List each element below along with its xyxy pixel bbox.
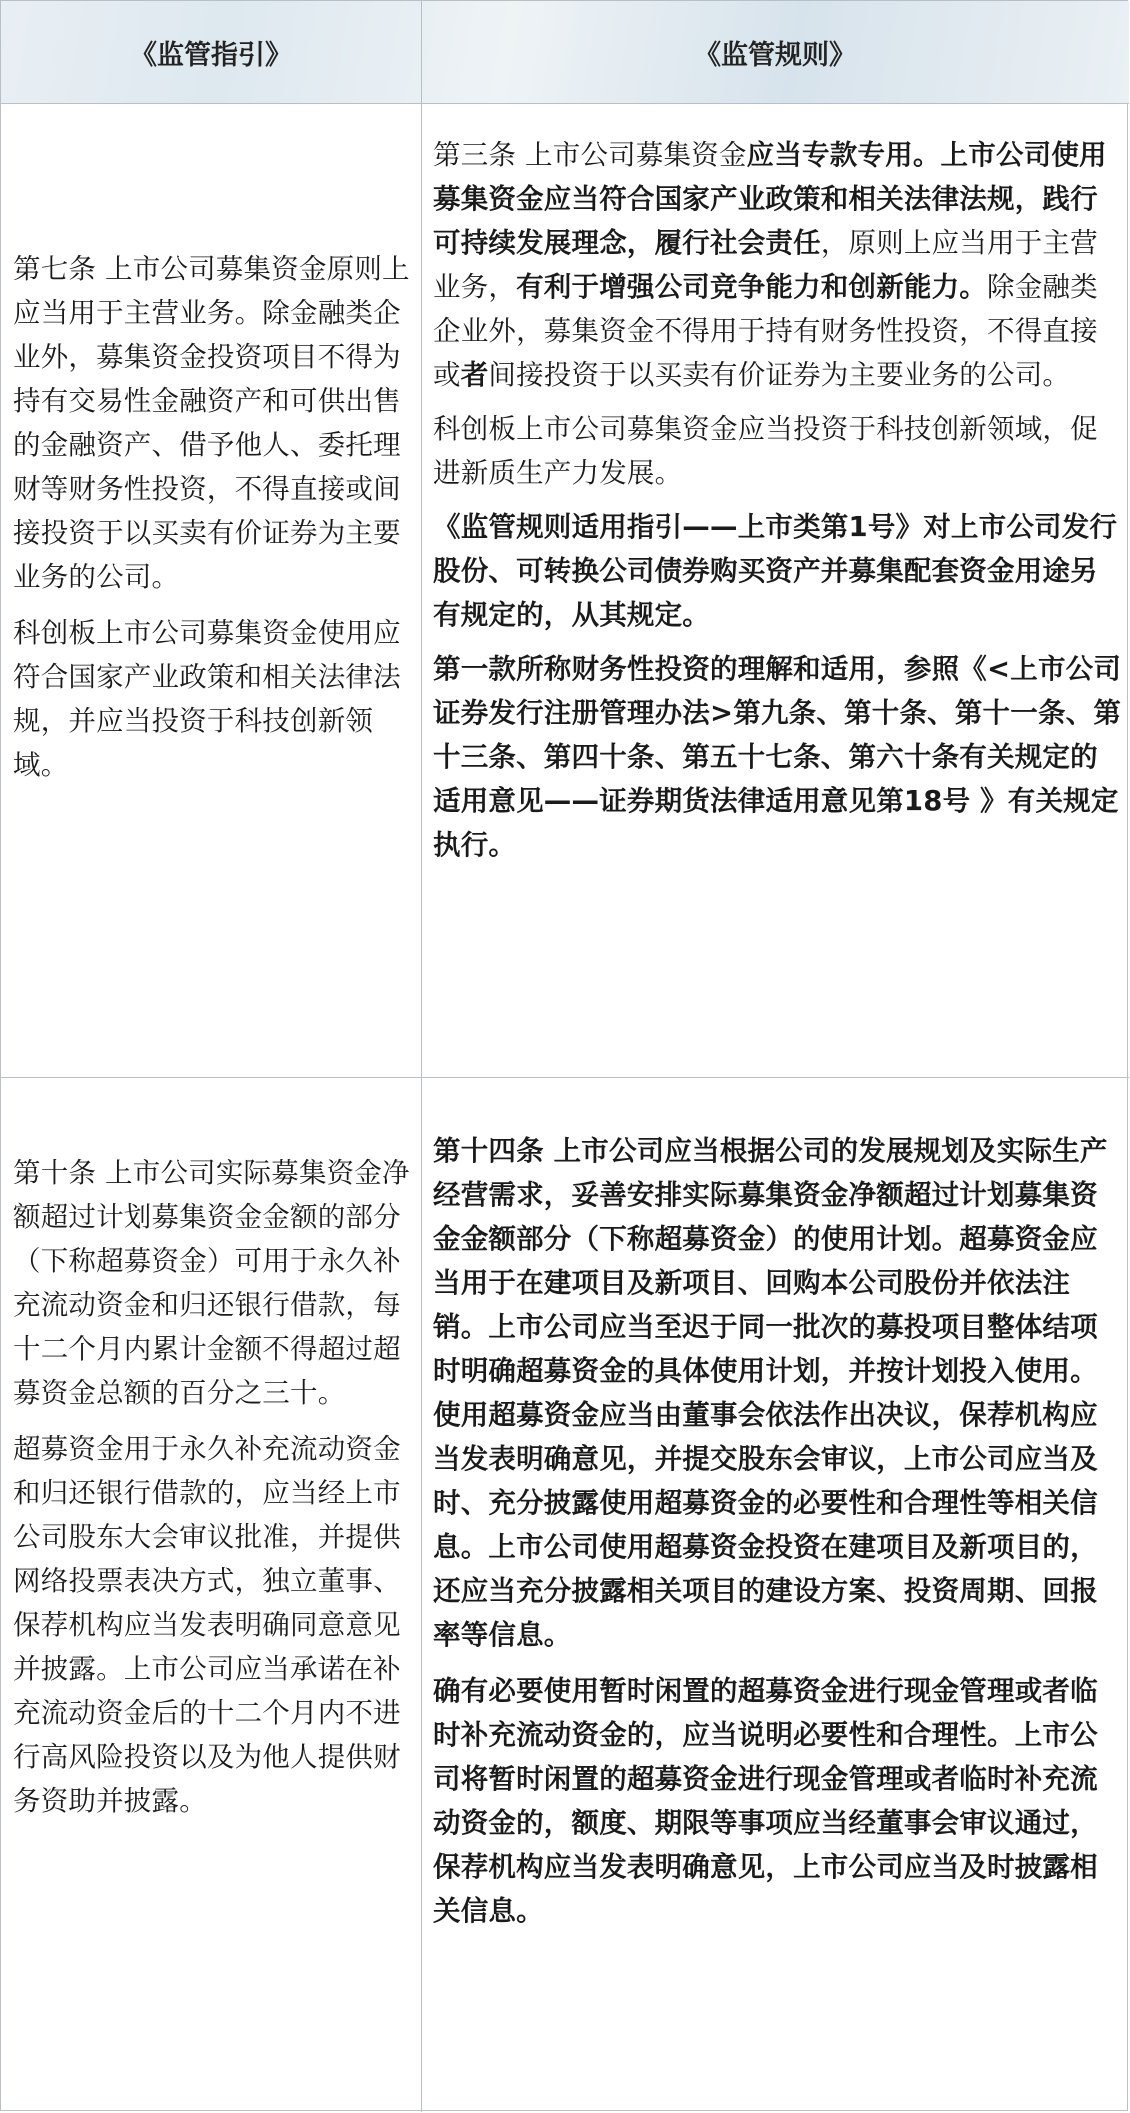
guideline-article-7-star: 科创板上市公司募集资金使用应符合国家产业政策和相关法律法规，并应当投资于科技创新领域。 bbox=[13, 617, 401, 781]
row1-guideline-cell bbox=[13, 247, 415, 799]
rules-article-3-star: 科创板上市公司募集资金应当投资于科技创新领域，促进新质生产力发展。 bbox=[433, 413, 1098, 489]
text-span: ，原则上应当用于主营业务， bbox=[433, 227, 1098, 303]
row1-rules-cell bbox=[433, 133, 1125, 879]
header-guideline: 《监管指引》 bbox=[130, 39, 292, 71]
row2-rules-cell bbox=[433, 1129, 1125, 1945]
guideline-article-10-para2: 超募资金用于永久补充流动资金和归还银行借款的，应当经上市公司股东大会审议批准，并提供网络投票表决方式，独立董事、保荐机构应当发表明确同意意见并披露。上市公司应当承诺在补充流动资金后的十二个月内不进行高风险投资以及为他人提供财务资助并披露。 bbox=[13, 1433, 401, 1817]
text-span: 间接投资于以买卖有价证券为主要业务的公司。 bbox=[488, 359, 1071, 391]
text-span: 除金融类企业外，募集资金不得用于持有财务性投资，不得直接或 bbox=[433, 271, 1098, 391]
text-span-bold: 者 bbox=[460, 359, 489, 391]
table-header bbox=[1, 1, 1129, 104]
row2-guideline-cell bbox=[13, 1151, 415, 1835]
rules-article-14-para2: 确有必要使用暂时闲置的超募资金进行现金管理或者临时补充流动资金的，应当说明必要性和合理性。上市公司将暂时闲置的超募资金进行现金管理或者临时补充流动资金的，额度、期限等事项应当经董事会审议通过，保荐机构应当发表明确意见，上市公司应当及时披露相关信息。 bbox=[433, 1675, 1098, 1927]
row-divider bbox=[1, 1077, 1129, 1078]
text-span-bold: 有利于增强公司竞争能力和创新能力。 bbox=[516, 271, 988, 303]
rules-article-14: 第十四条 上市公司应当根据公司的发展规划及实际生产经营需求，妥善安排实际募集资金净额超过计划募集资金金额部分（下称超募资金）的使用计划。超募资金应当用于在建项目及新项目、回购本公司股份并依法注销。上市公司应当至迟于同一批次的募投项目整体结项时明确超募资金的具体使用计划，并按计划投入使用。使用超募资金应当由董事会依法作出决议，保荐机构应当发表明确意见，并提交股东会审议，上市公司应当及时、充分披露使用超募资金的必要性和合理性等相关信息。上市公司使用超募资金投资在建项目及新项目的，还应当充分披露相关项目的建设方案、投资周期、回报率等信息。 bbox=[433, 1135, 1108, 1651]
header-rules: 《监管规则》 bbox=[694, 39, 856, 71]
rules-article-3-interpretation: 第一款所称财务性投资的理解和适用，参照《<上市公司证券发行注册管理办法>第九条、第十条、第十一条、第十三条、第四十条、第五十七条、第六十条有关规定的适用意见——证券期货法律适用意见第18号 》有关规定执行。 bbox=[433, 653, 1122, 861]
rules-article-3 bbox=[433, 133, 1125, 397]
guideline-article-7: 第七条 上市公司募集资金原则上应当用于主营业务。除金融类企业外，募集资金投资项目不得为持有交易性金融资产和可供出售的金融资产、借予他人、委托理财等财务性投资，不得直接或间接投资于以买卖有价证券为主要业务的公司。 bbox=[13, 253, 410, 593]
guideline-article-10: 第十条 上市公司实际募集资金净额超过计划募集资金金额的部分（下称超募资金）可用于永久补充流动资金和归还银行借款，每十二个月内累计金额不得超过超募资金总额的百分之三十。 bbox=[13, 1157, 410, 1409]
text-span: 第三条 上市公司募集资金 bbox=[433, 139, 747, 171]
text-span-bold: 应当专款专用。上市公司使用募集资金应当符合国家产业政策和相关法律法规，践行可持续发展理念，履行社会责任 bbox=[433, 139, 1107, 259]
column-divider bbox=[421, 1, 422, 2112]
rules-article-3-reference: 《监管规则适用指引——上市类第1号》对上市公司发行股份、可转换公司债券购买资产并募集配套资金用途另有规定的，从其规定。 bbox=[433, 511, 1118, 631]
